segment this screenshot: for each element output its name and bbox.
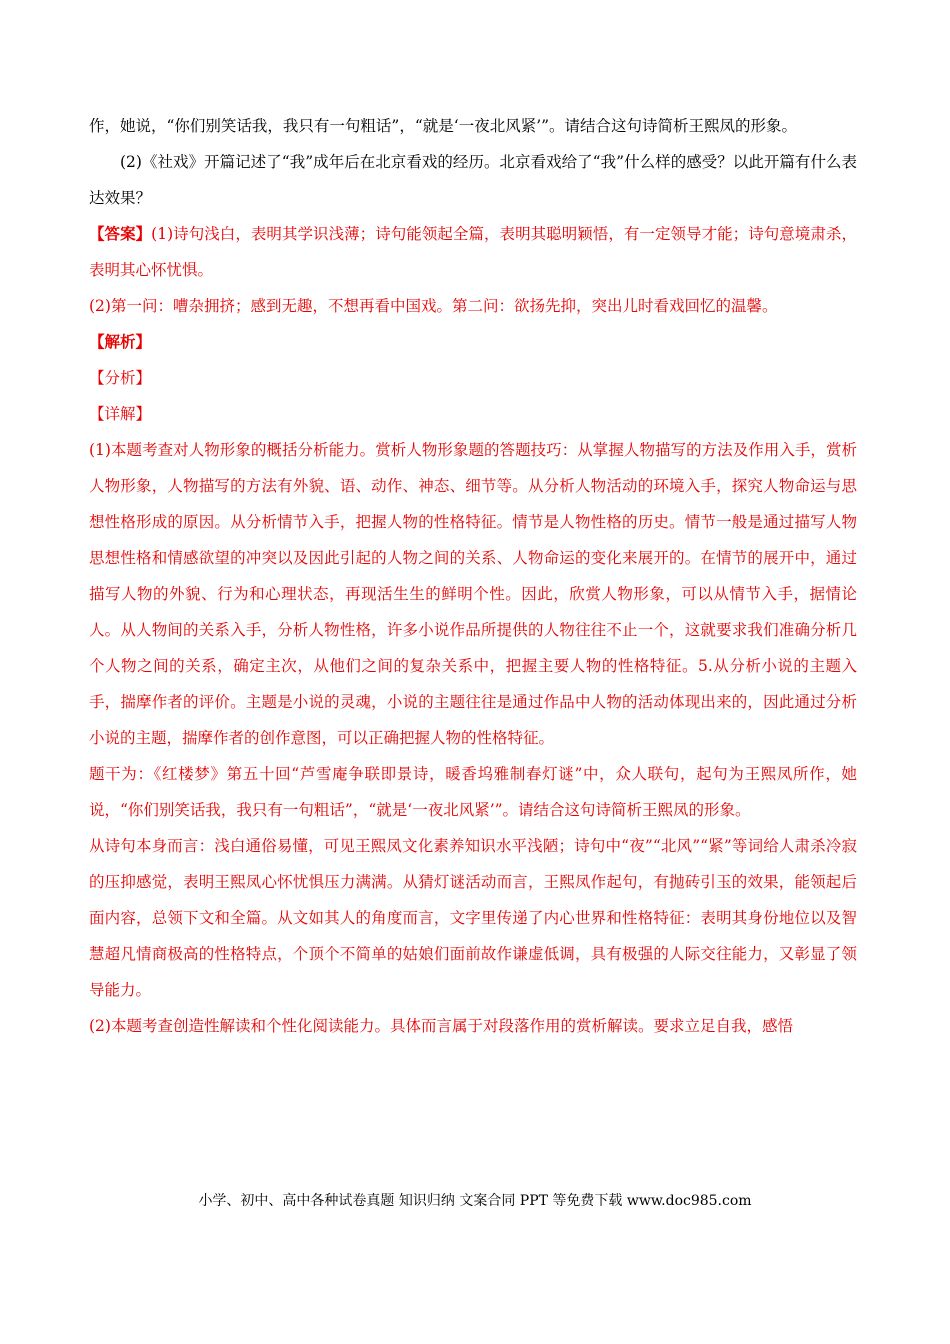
question-1-tail: 作，她说，“你们别笑话我，我只有一句粗话”，“就是‘一夜北风紧’”。请结合这句诗简析王熙凤的形象。 (89, 117, 798, 135)
answer-label: 【答案】 (89, 224, 152, 243)
document-body (89, 108, 857, 1044)
answer-1: (1)诗句浅白，表明其学识浅薄；诗句能领起全篇，表明其聪明颖悟，有一定领导才能；诗句意境肃杀，表明其心怀忧惧。 (89, 225, 857, 279)
analysis-paragraph-3: 从诗句本身而言：浅白通俗易懂，可见王熙凤文化素养知识水平浅陋；诗句中“夜”“北风”“紧”等词给人肃杀冷寂的压抑感觉，表明王熙凤心怀忧惧压力满满。从猜灯谜活动而言，王熙凤作起句，有抛砖引玉的效果，能领起后面内容，总领下文和全篇。从文如其人的角度而言，文字里传递了内心世界和性格特征：表明其身份地位以及智慧超凡情商极高的性格特点，个顶个不简单的姑娘们面前故作谦虚低调，具有极强的人际交往能力，又彰显了领导能力。 (89, 837, 857, 999)
analysis-paragraph-2: 题干为：《红楼梦》第五十回“芦雪庵争联即景诗，暖香坞雅制春灯谜”中，众人联句，起句为王熙凤所作，她说，“你们别笑话我，我只有一句粗话”，“就是‘一夜北风紧’”。请结合这句诗简析王熙凤的形象。 (89, 765, 857, 819)
analysis-xiangjie-label: 【详解】 (89, 405, 152, 423)
analysis-paragraph-4: (2)本题考查创造性解读和个性化阅读能力。具体而言属于对段落作用的赏析解读。要求立足自我，感悟 (89, 1017, 793, 1035)
page-footer: 小学、初中、高中各种试卷真题 知识归纳 文案合同 PPT 等免费下载 www.doc985.com (198, 1193, 752, 1209)
analysis-paragraph-1: (1)本题考查对人物形象的概括分析能力。赏析人物形象题的答题技巧：从掌握人物描写的方法及作用入手，赏析人物形象，人物描写的方法有外貌、语、动作、神态、细节等。从分析人物活动的环境入手，探究人物命运与思想性格形成的原因。从分析情节入手，把握人物的性格特征。情节是人物性格的历史。情节一般是通过描写人物思想性格和情感欲望的冲突以及因此引起的人物之间的关系、人物命运的变化来展开的。在情节的展开中，通过描写人物的外貌、行为和心理状态，再现活生生的鲜明个性。因此，欣赏人物形象，可以从情节入手，据情论人。从人物间的关系入手，分析人物性格，许多小说作品所提供的人物往往不止一个，这就要求我们准确分析几个人物之间的关系，确定主次，从他们之间的复杂关系中，把握主要人物的性格特征。5.从分析小说的主题入手，揣摩作者的评价。主题是小说的灵魂，小说的主题往往是通过作品中人物的活动体现出来的，因此通过分析小说的主题，揣摩作者的创作意图，可以正确把握人物的性格特征。 (89, 441, 857, 747)
question-2: (2)《社戏》开篇记述了“我”成年后在北京看戏的经历。北京看戏给了“我”什么样的感受？以此开篇有什么表达效果？ (89, 153, 857, 207)
analysis-fenxi-label: 【分析】 (89, 369, 152, 387)
answer-2: (2)第一问：嘈杂拥挤；感到无趣，不想再看中国戏。第二问：欲扬先抑，突出儿时看戏回忆的温馨。 (89, 297, 778, 315)
answer-block (89, 216, 857, 288)
analysis-label: 【解析】 (89, 332, 152, 351)
